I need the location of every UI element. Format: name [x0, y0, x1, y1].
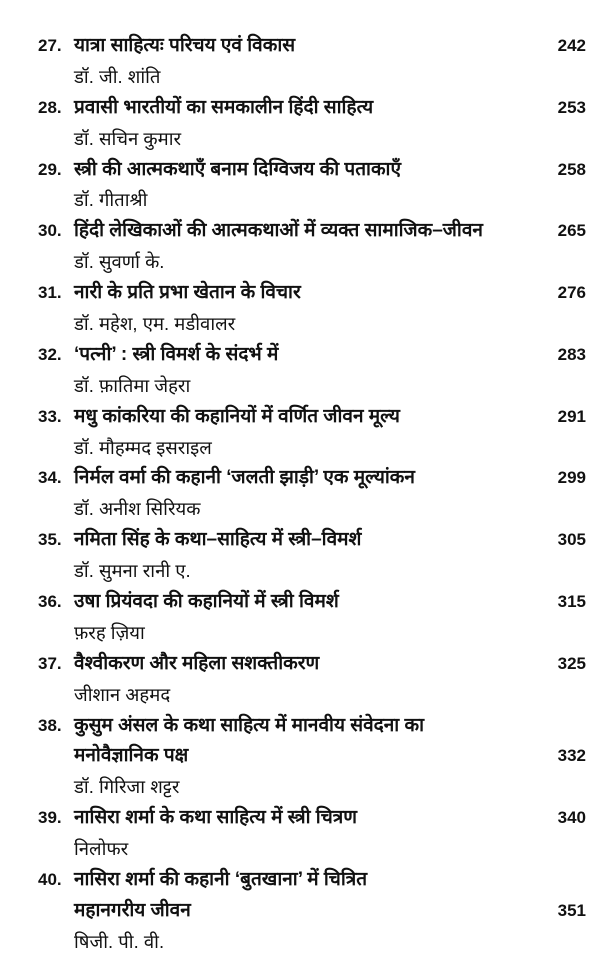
page-number: 242: [557, 36, 586, 55]
title-line: [0, 865, 600, 896]
author-line: [0, 772, 600, 803]
entry-author: षिजी. पी. वी.: [74, 930, 165, 952]
entry-number: 34.: [38, 468, 62, 488]
toc-entry: [0, 93, 600, 155]
author-line: [0, 371, 600, 402]
title-line: [0, 93, 600, 124]
title-line: [0, 741, 600, 772]
toc-entry: [0, 402, 600, 464]
page-number: 325: [557, 653, 586, 673]
entry-title: कुसुम अंसल के कथा साहित्य में मानवीय संवेदना का: [74, 714, 424, 736]
toc-entry: [0, 31, 600, 93]
title-line: [0, 31, 600, 62]
entry-title: यात्रा साहित्यः परिचय एवं विकास: [74, 35, 296, 56]
toc-entry: [0, 463, 600, 525]
entry-author: डॉ. गीताश्री: [74, 189, 148, 211]
toc-entry: [0, 587, 600, 649]
author-line: [0, 494, 600, 525]
page-number: 351: [557, 900, 586, 920]
entry-number: 38.: [38, 715, 62, 735]
entry-title: नारी के प्रति प्रभा खेतान के विचार: [74, 282, 301, 304]
page-number: 283: [557, 344, 586, 364]
entry-number: 40.: [38, 870, 62, 890]
author-line: [0, 247, 600, 278]
page-number: 253: [557, 97, 586, 117]
entry-title: मधु कांकरिया की कहानियों में वर्णित जीवन मूल्य: [74, 405, 400, 427]
toc-entry: [0, 525, 600, 587]
author-line: [0, 556, 600, 587]
title-line: [0, 525, 600, 556]
title-line: [0, 649, 600, 680]
toc-entry: [0, 216, 600, 278]
author-line: [0, 680, 600, 711]
entry-author: निलोफर: [74, 838, 129, 860]
toc-entry: [0, 155, 600, 217]
title-line: [0, 216, 600, 247]
entry-author: डॉ. अनीश सिरियक: [74, 498, 201, 520]
title-line: [0, 463, 600, 494]
page-number: 340: [557, 808, 586, 828]
page-number: 299: [557, 468, 586, 488]
page-number: 265: [557, 221, 586, 241]
entry-title: उषा प्रियंवदा की कहानियों में स्त्री विमर्श: [74, 591, 339, 613]
entry-number: 37.: [38, 653, 62, 673]
entry-title: महानगरीय जीवन: [74, 899, 191, 921]
entry-title: वैश्वीकरण और महिला सशक्तीकरण: [74, 652, 320, 674]
title-line: [0, 402, 600, 433]
toc-entry: [0, 865, 600, 958]
entry-number: 33.: [38, 406, 62, 426]
entry-title: स्त्री की आत्मकथाएँ बनाम दिग्विजय की पताकाएँ: [74, 158, 401, 180]
entry-title: हिंदी लेखिकाओं की आत्मकथाओं में व्यक्त सामाजिक–जीवन: [74, 220, 483, 242]
page-number: 276: [557, 283, 586, 303]
title-line: [0, 711, 600, 742]
title-line: [0, 587, 600, 618]
entry-author: डॉ. सचिन कुमार: [74, 127, 182, 149]
entry-number: 28.: [38, 97, 62, 117]
title-line: [0, 340, 600, 371]
entry-author: डॉ. महेश, एम. मडीवालर: [74, 313, 236, 335]
toc-entry: [0, 803, 600, 865]
author-line: [0, 124, 600, 155]
page-number: 258: [557, 159, 586, 179]
toc-entry: [0, 278, 600, 340]
title-line: [0, 896, 600, 927]
toc-entry: [0, 711, 600, 804]
entry-title: मनोवैज्ञानिक पक्ष: [74, 745, 189, 767]
entry-title: निर्मल वर्मा की कहानी ‘जलती झाड़ी’ एक मूल्यांकन: [74, 467, 415, 489]
entry-author: डॉ. फ़ातिमा जेहरा: [74, 374, 191, 396]
entry-number: 30.: [38, 221, 62, 241]
entry-number: 27.: [38, 36, 62, 55]
entry-author: डॉ. मौहम्मद इसराइल: [74, 436, 212, 458]
author-line: [0, 185, 600, 216]
entry-title: नासिरा शर्मा की कहानी ‘बुतखाना’ में चित्रित: [74, 869, 368, 891]
author-line: [0, 309, 600, 340]
page-number: 291: [557, 406, 586, 426]
entry-title: ‘पत्नी’ : स्त्री विमर्श के संदर्भ में: [74, 343, 279, 365]
entry-title: नासिरा शर्मा के कथा साहित्य में स्त्री चित्रण: [74, 807, 358, 829]
entry-title: प्रवासी भारतीयों का समकालीन हिंदी साहित्य: [74, 96, 374, 118]
entry-author: फ़रह ज़िया: [74, 621, 145, 643]
page-number: 315: [557, 592, 586, 612]
entry-number: 39.: [38, 808, 62, 828]
title-line: [0, 278, 600, 309]
title-line: [0, 155, 600, 186]
entry-number: 32.: [38, 344, 62, 364]
entry-author: डॉ. सुवर्णा के.: [74, 251, 165, 273]
page-number: 332: [557, 746, 586, 766]
entry-author: डॉ. जी. शांति: [74, 65, 161, 87]
table-of-contents: [0, 31, 600, 958]
entry-author: डॉ. सुमना रानी ए.: [74, 560, 191, 582]
author-line: [0, 927, 600, 958]
toc-entry: [0, 340, 600, 402]
title-line: [0, 803, 600, 834]
entry-number: 35.: [38, 530, 62, 550]
entry-author: डॉ. गिरिजा शट्टर: [74, 776, 180, 798]
entry-number: 31.: [38, 283, 62, 303]
toc-entry: [0, 649, 600, 711]
author-line: [0, 618, 600, 649]
entry-author: जीशान अहमद: [74, 683, 171, 705]
entry-number: 29.: [38, 159, 62, 179]
author-line: [0, 62, 600, 93]
author-line: [0, 834, 600, 865]
author-line: [0, 433, 600, 464]
entry-title: नमिता सिंह के कथा–साहित्य में स्त्री–विमर्श: [74, 529, 362, 551]
page-number: 305: [557, 530, 586, 550]
entry-number: 36.: [38, 592, 62, 612]
